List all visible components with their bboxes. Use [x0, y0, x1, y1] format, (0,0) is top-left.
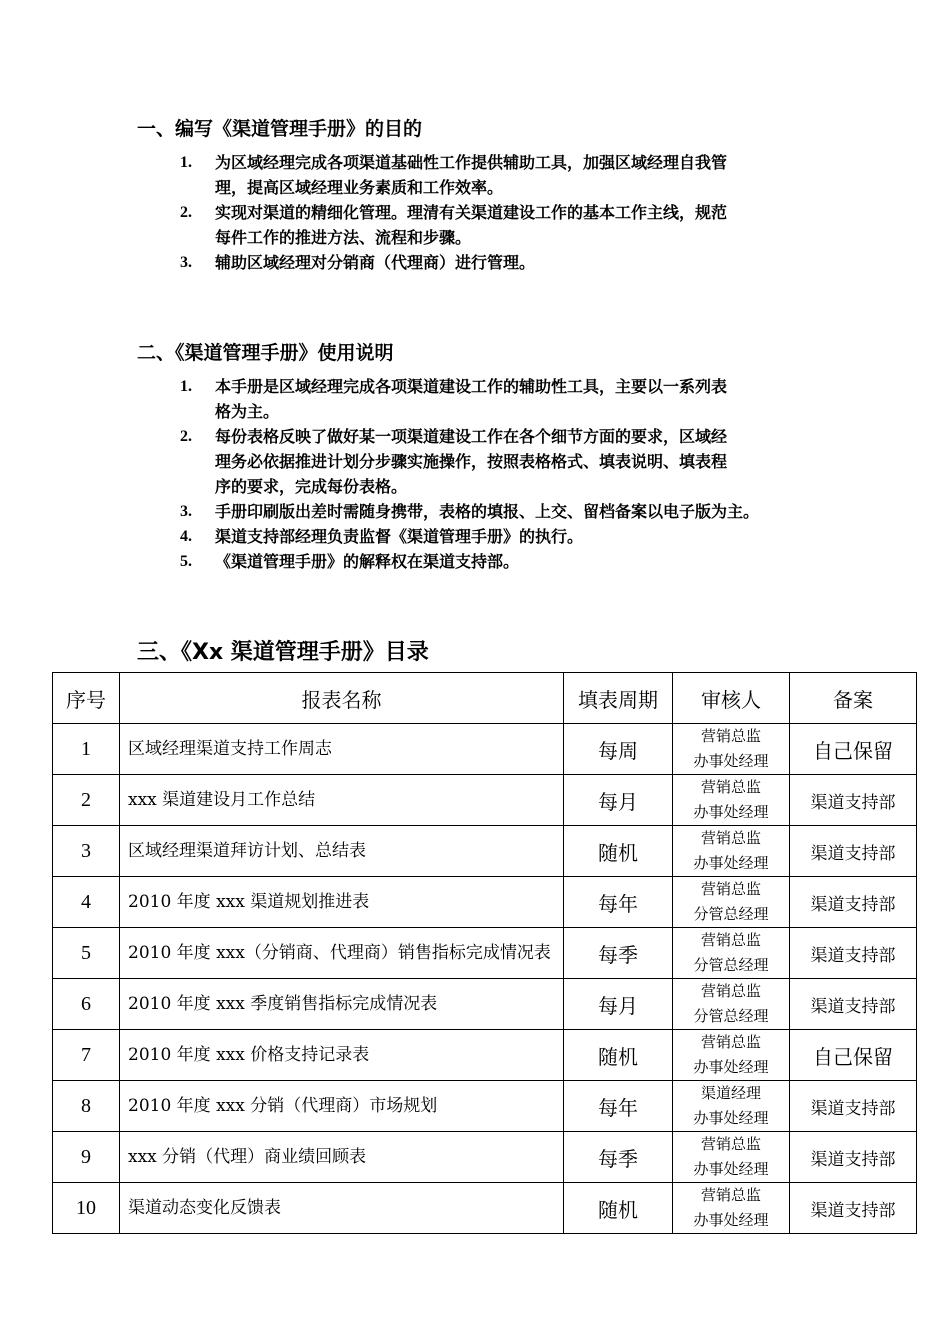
cell-period: 每月	[564, 979, 673, 1030]
reviewer-line: 营销总监	[700, 931, 761, 949]
reviewer-line: 营销总监	[700, 880, 761, 898]
cell-name: 2010 年度 xxx（分销商、代理商）销售指标完成情况表	[120, 928, 564, 979]
cell-name: xxx 渠道建设月工作总结	[120, 775, 564, 826]
item-number: 3.	[180, 254, 192, 271]
item-number: 1.	[180, 154, 192, 171]
item-text: 格为主。	[215, 402, 280, 421]
section2-title: 二、《渠道管理手册》使用说明	[137, 342, 394, 364]
reviewer-line: 营销总监	[700, 778, 761, 796]
cell-no: 5	[53, 928, 120, 979]
list-item	[180, 150, 870, 200]
item-text: 序的要求，完成每份表格。	[215, 477, 408, 496]
item-text: 《渠道管理手册》的解释权在渠道支持部。	[215, 552, 520, 571]
cell-reviewer	[673, 1030, 790, 1081]
cell-no: 3	[53, 826, 120, 877]
section1-list	[180, 150, 870, 275]
item-text: 每份表格反映了做好某一项渠道建设工作在各个细节方面的要求，区域经	[215, 427, 728, 446]
cell-no: 9	[53, 1132, 120, 1183]
reviewer-line: 办事处经理	[693, 1160, 769, 1178]
cell-filing: 渠道支持部	[790, 1081, 917, 1132]
reviewer-line: 办事处经理	[693, 1109, 769, 1127]
cell-period: 每周	[564, 724, 673, 775]
item-number: 3.	[180, 503, 192, 520]
list-item	[180, 499, 870, 524]
table-row	[53, 1081, 917, 1132]
header-filing: 备案	[790, 673, 917, 724]
cell-period: 每年	[564, 877, 673, 928]
item-text: 辅助区域经理对分销商（代理商）进行管理。	[215, 253, 536, 272]
cell-reviewer	[673, 724, 790, 775]
cell-no: 10	[53, 1183, 120, 1234]
item-text: 手册印刷版出差时需随身携带，表格的填报、上交、留档备案以电子版为主。	[215, 502, 760, 521]
cell-period: 每年	[564, 1081, 673, 1132]
cell-reviewer	[673, 1132, 790, 1183]
reviewer-line: 分管总经理	[693, 1007, 769, 1025]
cell-name: 2010 年度 xxx 渠道规划推进表	[120, 877, 564, 928]
reviewer-line: 分管总经理	[693, 956, 769, 974]
table-row	[53, 1132, 917, 1183]
reviewer-line: 分管总经理	[693, 905, 769, 923]
section3-title: 三、《Xx 渠道管理手册》目录	[137, 640, 429, 665]
list-item	[180, 250, 870, 275]
item-number: 2.	[180, 428, 192, 445]
cell-period: 随机	[564, 1030, 673, 1081]
cell-filing: 自己保留	[790, 1030, 917, 1081]
list-item	[180, 200, 870, 250]
cell-period: 随机	[564, 826, 673, 877]
reviewer-line: 办事处经理	[693, 803, 769, 821]
cell-name: 渠道动态变化反馈表	[120, 1183, 564, 1234]
cell-name: 2010 年度 xxx 分销（代理商）市场规划	[120, 1081, 564, 1132]
reviewer-line: 营销总监	[700, 1033, 761, 1051]
cell-filing: 渠道支持部	[790, 928, 917, 979]
cell-no: 4	[53, 877, 120, 928]
reviewer-line: 营销总监	[700, 829, 761, 847]
cell-name: 2010 年度 xxx 季度销售指标完成情况表	[120, 979, 564, 1030]
cell-filing: 渠道支持部	[790, 979, 917, 1030]
cell-no: 6	[53, 979, 120, 1030]
cell-reviewer	[673, 928, 790, 979]
cell-period: 每月	[564, 775, 673, 826]
cell-reviewer	[673, 979, 790, 1030]
table-row	[53, 979, 917, 1030]
table-row	[53, 724, 917, 775]
cell-no: 2	[53, 775, 120, 826]
table-header-row	[53, 673, 917, 724]
item-text: 理务必依据推进计划分步骤实施操作，按照表格格式、填表说明、填表程	[215, 452, 728, 471]
cell-reviewer	[673, 826, 790, 877]
section1-title: 一、编写《渠道管理手册》的目的	[137, 118, 423, 140]
list-item	[180, 524, 870, 549]
header-reviewer: 审核人	[673, 673, 790, 724]
cell-reviewer	[673, 877, 790, 928]
reviewer-line: 营销总监	[700, 1186, 761, 1204]
reviewer-line: 办事处经理	[693, 1211, 769, 1229]
table-row	[53, 1183, 917, 1234]
cell-name: xxx 分销（代理）商业绩回顾表	[120, 1132, 564, 1183]
list-item	[180, 374, 870, 424]
cell-period: 每季	[564, 928, 673, 979]
cell-filing: 渠道支持部	[790, 826, 917, 877]
table-row	[53, 826, 917, 877]
item-number: 2.	[180, 204, 192, 221]
cell-period: 每季	[564, 1132, 673, 1183]
list-item	[180, 424, 870, 499]
list-item	[180, 549, 870, 574]
reviewer-line: 营销总监	[700, 727, 761, 745]
header-period: 填表周期	[564, 673, 673, 724]
table-row	[53, 1030, 917, 1081]
item-number: 4.	[180, 528, 192, 545]
reviewer-line: 办事处经理	[693, 1058, 769, 1076]
item-number: 1.	[180, 378, 192, 395]
cell-name: 2010 年度 xxx 价格支持记录表	[120, 1030, 564, 1081]
cell-period: 随机	[564, 1183, 673, 1234]
reviewer-line: 办事处经理	[693, 854, 769, 872]
header-no: 序号	[53, 673, 120, 724]
item-text: 实现对渠道的精细化管理。理清有关渠道建设工作的基本工作主线，规范	[215, 203, 728, 222]
header-name: 报表名称	[120, 673, 564, 724]
cell-reviewer	[673, 1183, 790, 1234]
item-text: 渠道支持部经理负责监督《渠道管理手册》的执行。	[215, 527, 584, 546]
reviewer-line: 营销总监	[700, 1135, 761, 1153]
cell-name: 区域经理渠道拜访计划、总结表	[120, 826, 564, 877]
reviewer-line: 渠道经理	[700, 1084, 761, 1102]
reviewer-line: 营销总监	[700, 982, 761, 1000]
item-text: 理，提高区域经理业务素质和工作效率。	[215, 178, 504, 197]
cell-filing: 渠道支持部	[790, 775, 917, 826]
cell-reviewer	[673, 775, 790, 826]
cell-no: 7	[53, 1030, 120, 1081]
cell-filing: 渠道支持部	[790, 1183, 917, 1234]
item-text: 每件工作的推进方法、流程和步骤。	[215, 228, 472, 247]
cell-filing: 自己保留	[790, 724, 917, 775]
item-text: 为区域经理完成各项渠道基础性工作提供辅助工具，加强区域经理自我管	[215, 153, 728, 172]
item-text: 本手册是区域经理完成各项渠道建设工作的辅助性工具，主要以一系列表	[215, 377, 728, 396]
item-number: 5.	[180, 553, 192, 570]
table-row	[53, 775, 917, 826]
table-row	[53, 877, 917, 928]
cell-no: 1	[53, 724, 120, 775]
cell-no: 8	[53, 1081, 120, 1132]
table-row	[53, 928, 917, 979]
cell-filing: 渠道支持部	[790, 877, 917, 928]
cell-filing: 渠道支持部	[790, 1132, 917, 1183]
cell-reviewer	[673, 1081, 790, 1132]
section2-list	[180, 374, 870, 574]
cell-name: 区域经理渠道支持工作周志	[120, 724, 564, 775]
catalog-table	[52, 672, 917, 1234]
reviewer-line: 办事处经理	[693, 752, 769, 770]
